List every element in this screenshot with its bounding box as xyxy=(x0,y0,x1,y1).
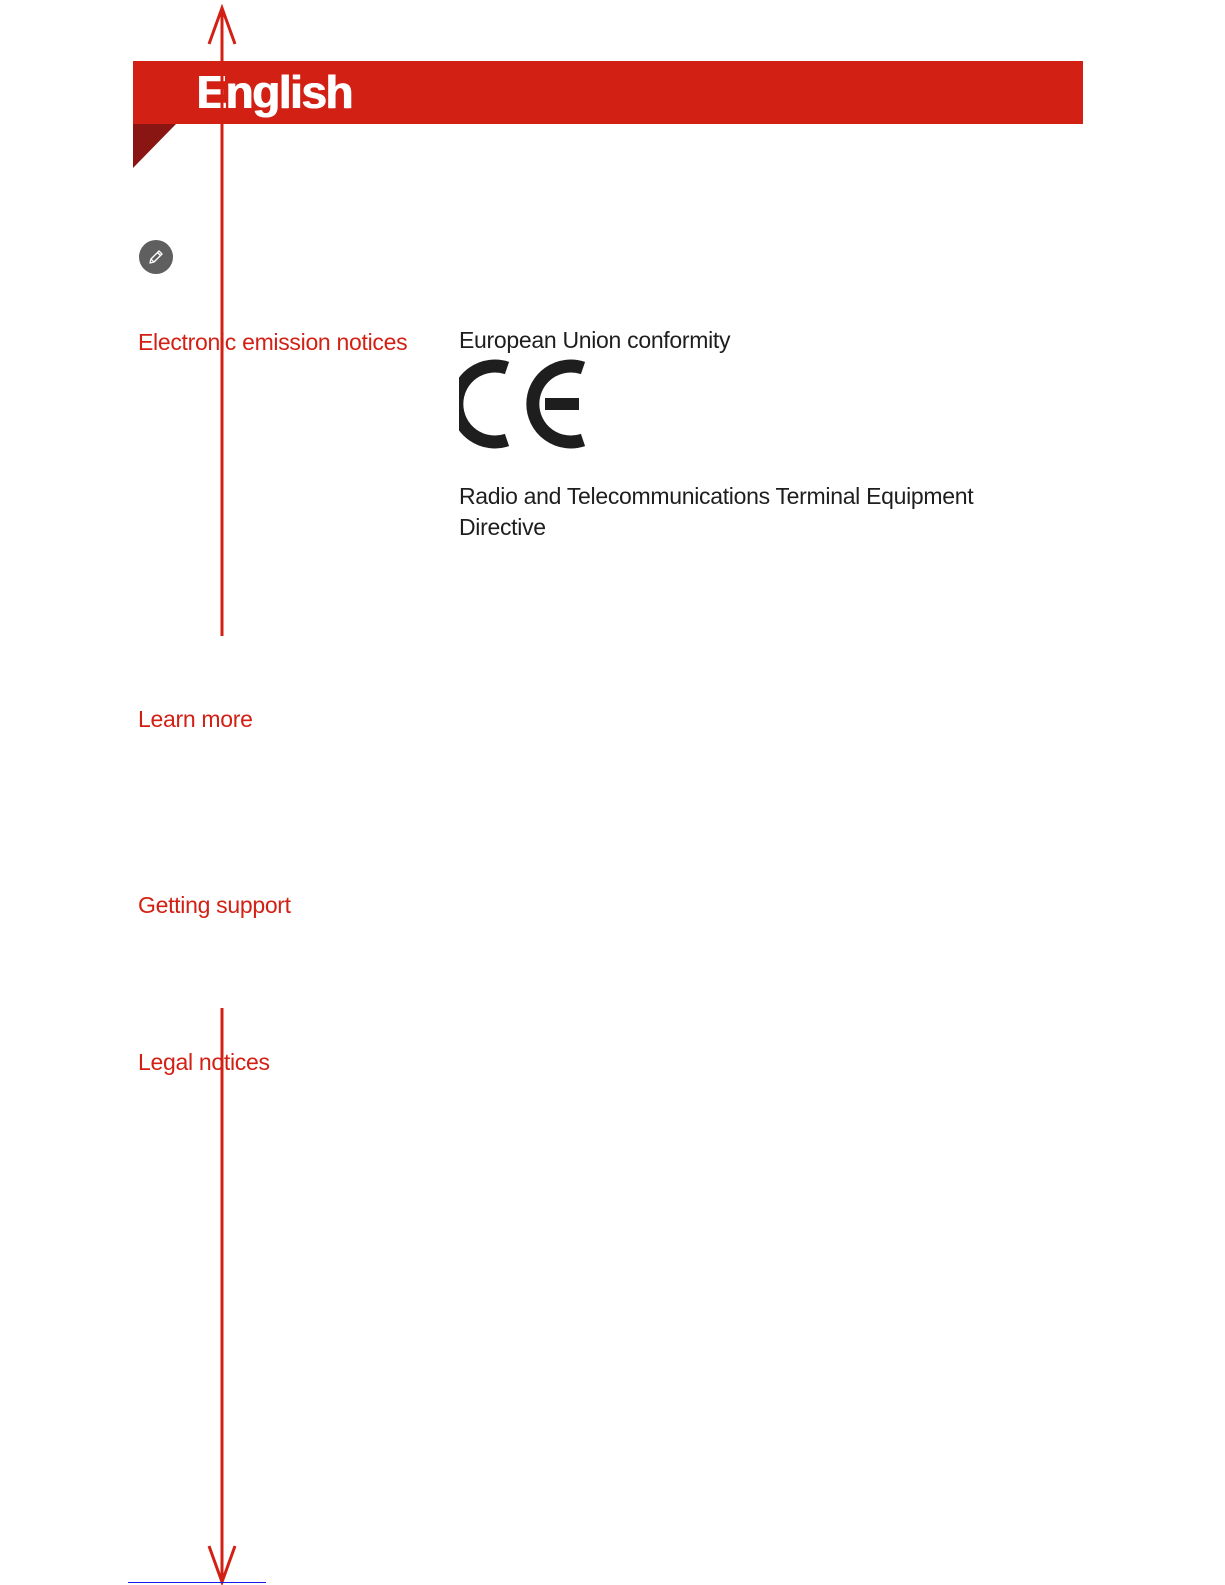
rtte-directive-heading: Radio and Telecommunications Terminal Equipment Directive xyxy=(459,483,974,540)
footer-rule xyxy=(128,1582,266,1583)
section-heading-emission: Electronic emission notices xyxy=(138,329,408,355)
section-heading-support: Getting support xyxy=(138,892,291,918)
section-heading-learn-more: Learn more xyxy=(138,706,253,732)
banner-title: English xyxy=(196,66,352,118)
eu-conformity-heading: European Union conformity xyxy=(459,327,731,353)
section-heading-legal: Legal notices xyxy=(138,1049,270,1075)
